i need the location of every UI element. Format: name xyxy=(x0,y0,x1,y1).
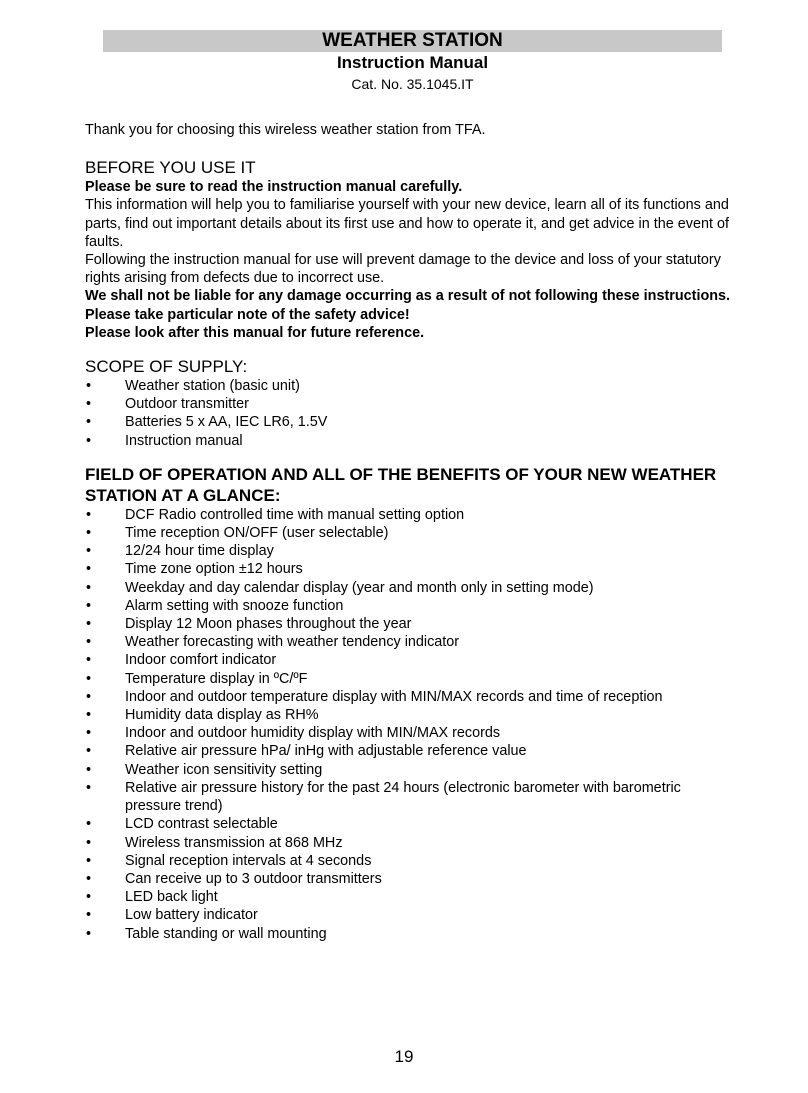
list-item: • Instruction manual xyxy=(86,432,243,449)
page-number: 19 xyxy=(394,1047,414,1066)
bullet-icon: • xyxy=(86,707,92,724)
bullet-icon: • xyxy=(86,652,92,669)
list-item: • Relative air pressure history for the past 24 hours (electronic barometer with barometric pressure trend) xyxy=(86,779,681,815)
bullet-icon: • xyxy=(86,852,92,869)
bullet-icon: • xyxy=(86,779,92,796)
before-use-heading: BEFORE YOU USE IT xyxy=(85,158,256,178)
bullet-icon: • xyxy=(86,743,92,760)
list-item: • Indoor comfort indicator xyxy=(86,652,277,669)
list-item: • Batteries 5 x AA, IEC LR6, 1.5V xyxy=(86,414,328,431)
features-heading: FIELD OF OPERATION AND ALL OF THE BENEFITS OF YOUR NEW WEATHER STATION AT A GLANCE: xyxy=(85,464,717,505)
document-subtitle: Instruction Manual xyxy=(336,53,489,72)
bullet-icon: • xyxy=(86,889,92,906)
bullet-icon: • xyxy=(86,725,92,742)
list-item: • Weather icon sensitivity setting xyxy=(86,761,323,778)
bullet-icon: • xyxy=(86,907,92,924)
list-item: • LCD contrast selectable xyxy=(86,816,278,833)
bullet-icon: • xyxy=(86,414,92,431)
list-item: • Weather forecasting with weather tendency indicator xyxy=(86,634,460,651)
catalog-number: Cat. No. 35.1045.IT xyxy=(351,76,474,92)
list-item: • Temperature display in ºC/ºF xyxy=(86,670,308,687)
intro-text: Thank you for choosing this wireless weather station from TFA. xyxy=(85,122,486,138)
list-item: • Indoor and outdoor humidity display with MIN/MAX records xyxy=(86,725,501,742)
bullet-icon: • xyxy=(86,525,92,542)
list-item: • Display 12 Moon phases throughout the year xyxy=(86,616,412,633)
bullet-icon: • xyxy=(86,816,92,833)
keep-manual-notice: Please look after this manual for future reference. xyxy=(85,324,425,341)
list-item: • Indoor and outdoor temperature display with MIN/MAX records and time of reception xyxy=(86,688,663,705)
bullet-icon: • xyxy=(86,579,92,596)
bullet-icon: • xyxy=(86,506,92,523)
document-title: WEATHER STATION xyxy=(103,30,722,52)
liability-notice: We shall not be liable for any damage occurring as a result of not following these instructions. xyxy=(85,288,731,305)
list-item: • Low battery indicator xyxy=(86,907,258,924)
list-item: • DCF Radio controlled time with manual setting option xyxy=(86,506,465,523)
list-item: • LED back light xyxy=(86,889,218,906)
bullet-icon: • xyxy=(86,432,92,449)
before-use-paragraph-1: This information will help you to familiarise yourself with your new device, learn all of its functions and parts, find out important details about its first use and how to operate it, and get advice in the event of faults. xyxy=(85,197,729,250)
list-item: • Weekday and day calendar display (year and month only in setting mode) xyxy=(86,579,594,596)
list-item: • Wireless transmission at 868 MHz xyxy=(86,834,343,851)
list-item: • Time reception ON/OFF (user selectable) xyxy=(86,525,389,542)
list-item: • Time zone option ±12 hours xyxy=(86,561,303,578)
bullet-icon: • xyxy=(86,597,92,614)
bullet-icon: • xyxy=(86,925,92,942)
list-item: • Can receive up to 3 outdoor transmitters xyxy=(86,870,382,887)
bullet-icon: • xyxy=(86,396,92,413)
scope-list xyxy=(85,377,735,450)
list-item: • Table standing or wall mounting xyxy=(86,925,327,942)
bullet-icon: • xyxy=(86,670,92,687)
bullet-icon: • xyxy=(86,561,92,578)
list-item: • Relative air pressure hPa/ inHg with adjustable reference value xyxy=(86,743,527,760)
bullet-icon: • xyxy=(86,543,92,560)
bullet-icon: • xyxy=(86,688,92,705)
scope-heading: SCOPE OF SUPPLY: xyxy=(85,357,248,377)
list-item: • Weather station (basic unit) xyxy=(86,378,300,395)
list-item: • Outdoor transmitter xyxy=(86,396,249,413)
before-use-paragraph-2: Following the instruction manual for use will prevent damage to the device and loss of your statutory rights arising from defects due to incorrect use. xyxy=(85,252,721,287)
bullet-icon: • xyxy=(86,834,92,851)
bullet-icon: • xyxy=(86,870,92,887)
safety-notice: Please take particular note of the safety advice! xyxy=(85,306,410,323)
list-item: • Alarm setting with snooze function xyxy=(86,597,344,614)
list-item: • Humidity data display as RH% xyxy=(86,707,319,724)
bullet-icon: • xyxy=(86,378,92,395)
list-item: • Signal reception intervals at 4 seconds xyxy=(86,852,372,869)
manual-body xyxy=(85,121,735,943)
bullet-icon: • xyxy=(86,634,92,651)
features-list xyxy=(85,506,735,943)
bullet-icon: • xyxy=(86,616,92,633)
bullet-icon: • xyxy=(86,761,92,778)
read-manual-notice: Please be sure to read the instruction manual carefully. xyxy=(85,179,463,196)
list-item: • 12/24 hour time display xyxy=(86,543,274,560)
